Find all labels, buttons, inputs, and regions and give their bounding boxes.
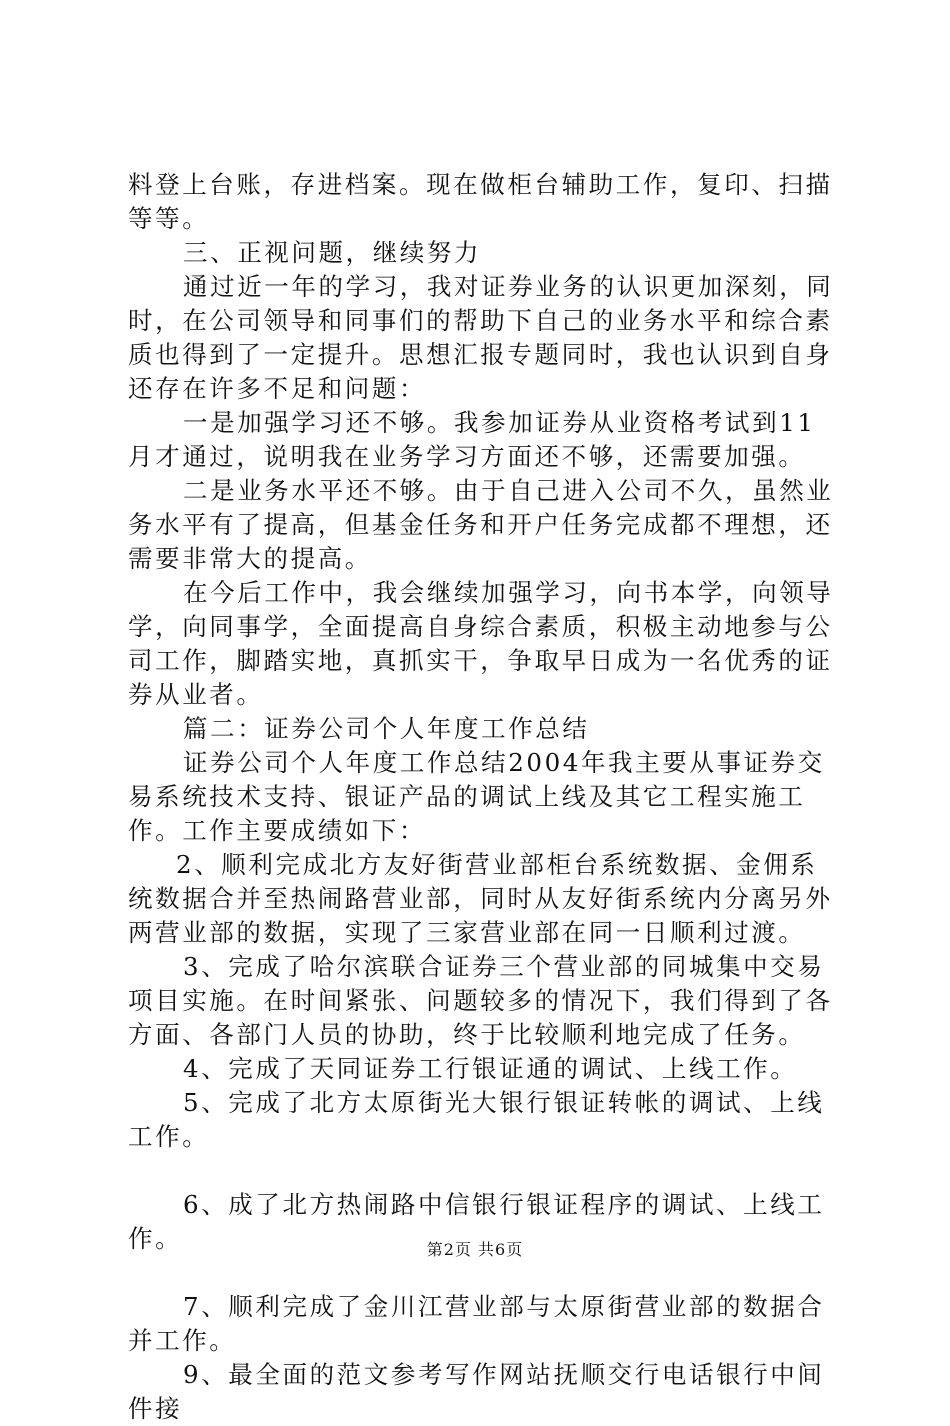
paragraph: 二是业务水平还不够。由于自己进入公司不久，虽然业务水平有了提高，但基金任务和开户任务完成都不理想，还需要非常大的提高。 <box>128 476 834 573</box>
page-number: 第2页 共6页 <box>426 1240 524 1259</box>
list-item: 6、成了北方热闹路中信银行银证程序的调试、上线工作。 <box>128 1190 825 1253</box>
paragraph: 通过近一年的学习，我对证券业务的认识更加深刻，同时，在公司领导和同事们的帮助下自己的业务水平和综合素质也得到了一定提升。思想汇报专题同时，我也认识到自身还存在许多不足和问题： <box>128 272 834 403</box>
list-item: 5、完成了北方太原街光大银行银证转帐的调试、上线工作。 <box>128 1088 825 1151</box>
paragraph: 证券公司个人年度工作总结2004年我主要从事证券交易系统技术支持、银证产品的调试上线及其它工程实施工作。工作主要成绩如下： <box>128 748 825 845</box>
section-heading-3: 三、正视问题，继续努力 <box>183 238 482 267</box>
paragraph: 一是加强学习还不够。我参加证券从业资格考试到11月才通过，说明我在业务学习方面还不够，还需要加强。 <box>128 408 816 471</box>
list-item: 7、顺利完成了金川江营业部与太原街营业部的数据合并工作。 <box>128 1292 825 1355</box>
list-item: 9、最全面的范文参考写作网站抚顺交行电话银行中间件接 <box>128 1360 825 1423</box>
list-item: 3、完成了哈尔滨联合证券三个营业部的同城集中交易项目实施。在时间紧张、问题较多的情况下，我们得到了各方面、各部门人员的协助，终于比较顺利地完成了任务。 <box>128 952 833 1049</box>
list-item: 2、顺利完成北方友好街营业部柜台系统数据、金佣系统数据合并至热闹路营业部，同时从友好街系统内分离另外两营业部的数据，实现了三家营业部在同一日顺利过渡。 <box>128 850 833 947</box>
paragraph: 在今后工作中，我会继续加强学习，向书本学，向领导学，向同事学，全面提高自身综合素质，积极主动地参与公司工作，脚踏实地，真抓实干，争取早日成为一名优秀的证券从业者。 <box>128 578 834 709</box>
document-body <box>128 168 838 1426</box>
list-item: 4、完成了天同证券工行银证通的调试、上线工作。 <box>183 1054 798 1083</box>
paragraph-continuation: 料登上台账，存进档案。现在做柜台辅助工作，复印、扫描等等。 <box>128 170 833 233</box>
article-heading-2: 篇二：证券公司个人年度工作总结 <box>183 714 590 743</box>
